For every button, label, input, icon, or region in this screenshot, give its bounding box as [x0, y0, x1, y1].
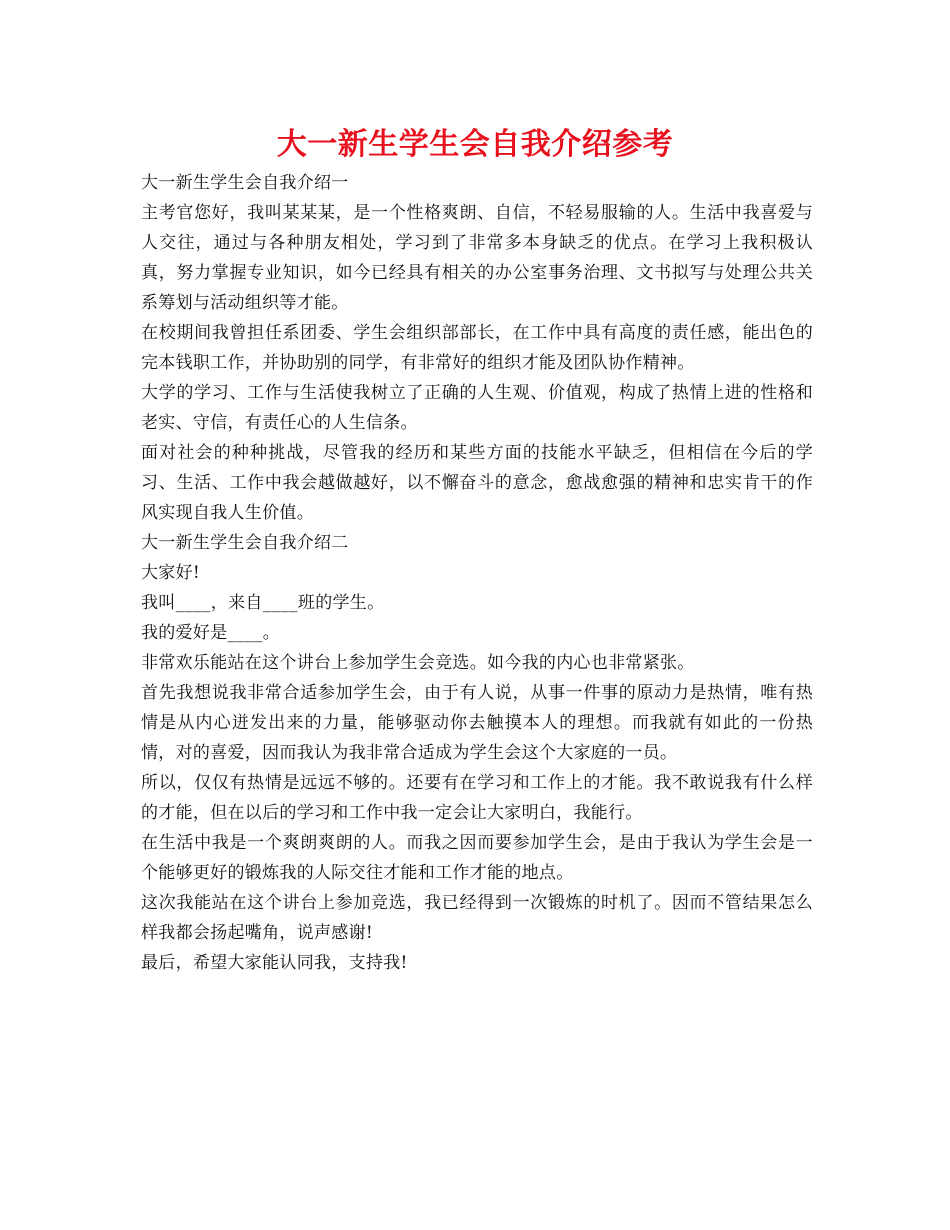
paragraph: 大学的学习、工作与生活使我树立了正确的人生观、价值观，构成了热情上进的性格和老实、守信，有责任心的人生信条。 — [141, 383, 813, 433]
section-heading-1: 大一新生学生会自我介绍一 — [141, 173, 349, 193]
document-body — [141, 168, 813, 978]
section-heading-2: 大一新生学生会自我介绍二 — [141, 533, 349, 553]
paragraph: 大家好! — [141, 563, 201, 583]
paragraph: 这次我能站在这个讲台上参加竞选，我已经得到一次锻炼的时机了。因而不管结果怎么样我都会扬起嘴角，说声感谢! — [141, 893, 813, 943]
paragraph: 面对社会的种种挑战，尽管我的经历和某些方面的技能水平缺乏，但相信在今后的学习、生活、工作中我会越做越好，以不懈奋斗的意念，愈战愈强的精神和忠实肯干的作风实现自我人生价值。 — [141, 443, 813, 523]
paragraph: 最后，希望大家能认同我，支持我! — [141, 953, 408, 973]
paragraph: 非常欢乐能站在这个讲台上参加学生会竞选。如今我的内心也非常紧张。 — [141, 653, 695, 673]
paragraph: 我的爱好是____。 — [141, 623, 280, 643]
page-title: 大一新生学生会自我介绍参考 — [276, 127, 674, 162]
paragraph: 我叫____，来自____班的学生。 — [141, 593, 385, 613]
paragraph: 在生活中我是一个爽朗爽朗的人。而我之因而要参加学生会，是由于我认为学生会是一个能够更好的锻炼我的人际交往才能和工作才能的地点。 — [141, 833, 813, 883]
paragraph: 首先我想说我非常合适参加学生会，由于有人说，从事一件事的原动力是热情，唯有热情是从内心迸发出来的力量，能够驱动你去触摸本人的理想。而我就有如此的一份热情，对的喜爱，因而我认为我非常合适成为学生会这个大家庭的一员。 — [141, 683, 813, 763]
paragraph: 所以，仅仅有热情是远远不够的。还要有在学习和工作上的才能。我不敢说我有什么样的才能，但在以后的学习和工作中我一定会让大家明白，我能行。 — [141, 773, 813, 823]
paragraph: 在校期间我曾担任系团委、学生会组织部部长，在工作中具有高度的责任感，能出色的完本钱职工作，并协助别的同学，有非常好的组织才能及团队协作精神。 — [141, 323, 813, 373]
paragraph: 主考官您好，我叫某某某，是一个性格爽朗、自信，不轻易服输的人。生活中我喜爱与人交往，通过与各种朋友相处，学习到了非常多本身缺乏的优点。在学习上我积极认真，努力掌握专业知识，如今已经具有相关的办公室事务治理、文书拟写与处理公共关系筹划与活动组织等才能。 — [141, 203, 813, 313]
